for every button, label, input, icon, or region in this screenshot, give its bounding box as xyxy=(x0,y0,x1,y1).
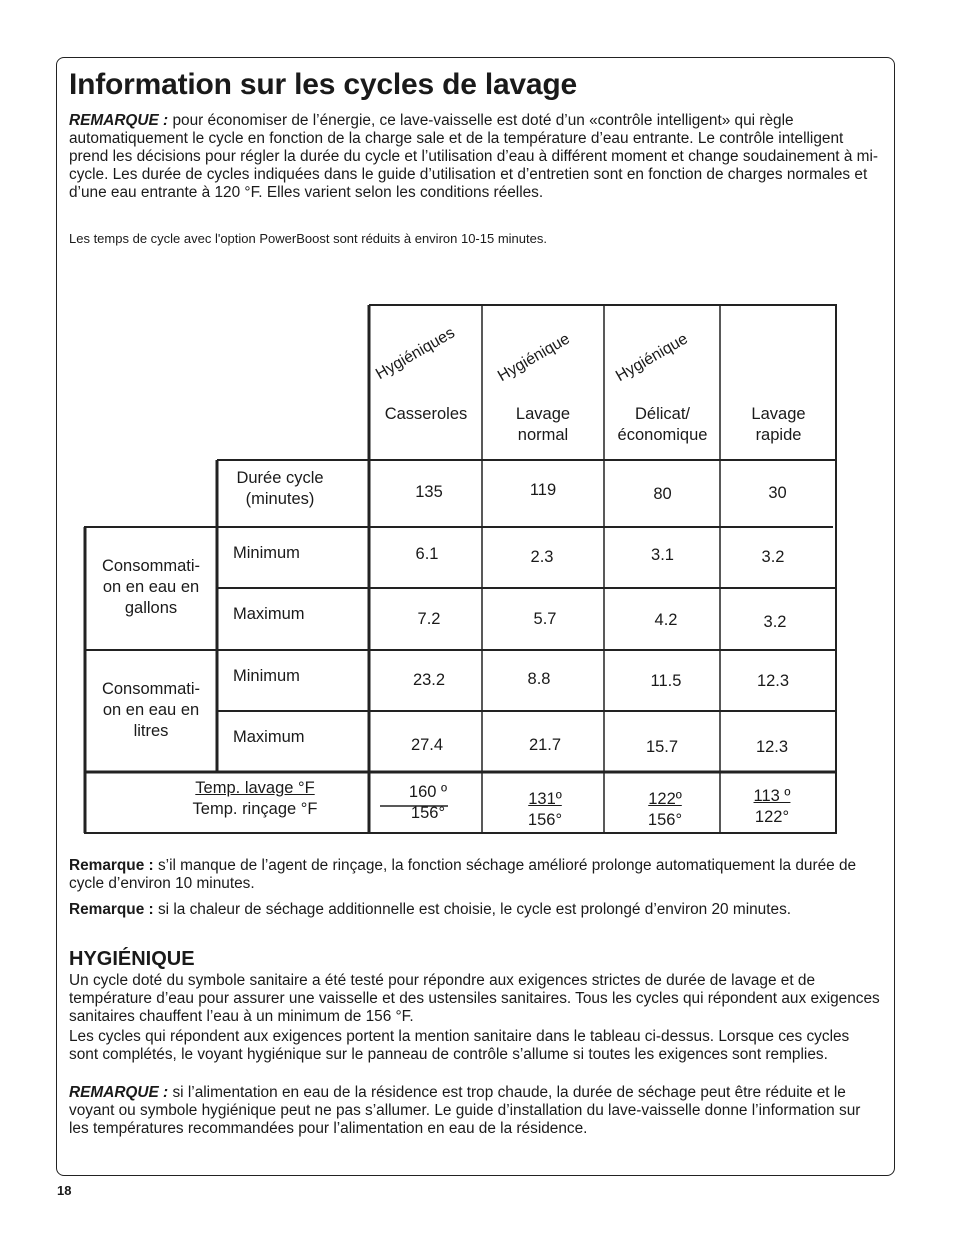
hygienic-paragraph-1: Un cycle doté du symbole sanitaire a été testé pour répondre aux exigences strictes de durée de lavage et de température d’eau pour assurer une vaisselle et des ustensiles sanitaires. Tous les cycles qui répondent aux exigences sanitaires chauffent l’eau à un minimum de 156 °F. xyxy=(69,972,880,1025)
gallons-max-value: 7.2 xyxy=(417,610,441,628)
litres-min-value: 23.2 xyxy=(412,671,446,689)
litres-min-label: Minimum xyxy=(233,667,300,685)
column-header-delicate: Délicat/ économique xyxy=(617,405,708,444)
gallons-min-value: 3.2 xyxy=(761,548,785,566)
hygienic-remark: REMARQUE : si l’alimentation en eau de la résidence est trop chaude, la durée de séchage peut être réduite et le voyant ou symbole hygiénique peut ne pas s’allumer. Le guide d’installation du lave-vaisselle donne l’information sur les températures recommandées pour l’alimentation en eau de la résidence. xyxy=(69,1084,861,1137)
intro-paragraph xyxy=(69,112,881,202)
column-header-quick: Lavage rapide xyxy=(751,405,806,444)
gallons-max-label: Maximum xyxy=(233,605,305,623)
gallons-min-label: Minimum xyxy=(233,544,300,562)
wash-temp-label: Temp. lavage °F xyxy=(195,779,315,797)
litres-group-label: Consommati- on en eau en litres xyxy=(101,680,201,740)
column-header-casseroles: Casseroles xyxy=(384,405,468,423)
litres-min-value: 11.5 xyxy=(650,672,682,690)
duration-value: 30 xyxy=(768,484,787,502)
page-number: 18 xyxy=(57,1183,72,1198)
temp-values-quick: 113 º 122° xyxy=(753,787,791,826)
gallons-min-value: 3.1 xyxy=(651,546,674,564)
hygienic-paragraph-2: Les cycles qui répondent aux exigences portent la mention sanitaire dans le tableau ci-dessus. Lorsque ces cycles sont complétés, le voyant hygiénique sur le panneau de contrôle s’allume si toutes les exigences sont remplies. xyxy=(69,1028,850,1063)
duration-value: 119 xyxy=(529,481,557,499)
gallons-max-value: 4.2 xyxy=(654,611,678,629)
duration-value: 135 xyxy=(415,483,443,501)
gallons-min-value: 2.3 xyxy=(530,548,554,566)
hygienic-heading: HYGIÉNIQUE xyxy=(69,948,195,970)
litres-min-value: 12.3 xyxy=(756,672,790,690)
litres-max-value: 21.7 xyxy=(528,736,562,754)
litres-max-value: 27.4 xyxy=(410,736,444,754)
rinse-temp-label: Temp. rinçage °F xyxy=(192,800,318,818)
powerboost-note: Les temps de cycle avec l'option PowerBoost sont réduits à environ 10-15 minutes. xyxy=(69,231,547,246)
page-title: Information sur les cycles de lavage xyxy=(69,68,578,101)
gallons-min-value: 6.1 xyxy=(415,545,439,563)
duration-label: Durée cycle (minutes) xyxy=(236,469,324,508)
gallons-max-value: 3.2 xyxy=(763,613,787,631)
temp-labels xyxy=(150,778,360,820)
temp-values-casseroles: 160 º 156° xyxy=(408,783,448,822)
hygienic-label-casseroles: Hygiéniques xyxy=(373,324,458,384)
litres-max-value: 12.3 xyxy=(755,738,789,756)
temp-values-delicate: 122º 156° xyxy=(647,790,683,829)
note-heated-dry: Remarque : si la chaleur de séchage additionnelle est choisie, le cycle est prolongé d’environ 20 minutes. xyxy=(69,901,792,918)
intro-remark-label: REMARQUE : xyxy=(69,112,169,129)
hygienic-label-normal: Hygiénique xyxy=(495,330,573,386)
gallons-group-label: Consommati- on en eau en gallons xyxy=(101,557,201,617)
gallons-max-value: 5.7 xyxy=(533,610,557,628)
litres-max-value: 15.7 xyxy=(645,738,679,756)
temp-values-normal: 131º 156° xyxy=(527,790,563,829)
litres-min-value: 8.8 xyxy=(527,670,551,688)
hygienic-label-delicate: Hygiénique xyxy=(613,330,691,386)
intro-text: pour économiser de l’énergie, ce lave-vaisselle est doté d’un «contrôle intelligent» qui règle automatiquement le cycle en fonction de la charge sale et de la température d’eau entrante. Le contrôle intelligent prend les décisions pour régler la durée du cycle et l’utilisation d’eau à différent moment et change soudainement à mi-cycle. Les durée de cycles indiquées dans le guide d’utilisation et d’entretien sont en fonction de charges normales et d’une eau entrante à 120 °F. Elles varient selon les conditions réelles. xyxy=(69,112,879,201)
column-header-normal: Lavage normal xyxy=(515,405,571,444)
note-rinse-agent: Remarque : s’il manque de l’agent de rinçage, la fonction séchage amélioré prolonge automatiquement la durée de cycle d’environ 10 minutes. xyxy=(69,857,857,892)
duration-value: 80 xyxy=(653,485,672,503)
litres-max-label: Maximum xyxy=(233,728,305,746)
